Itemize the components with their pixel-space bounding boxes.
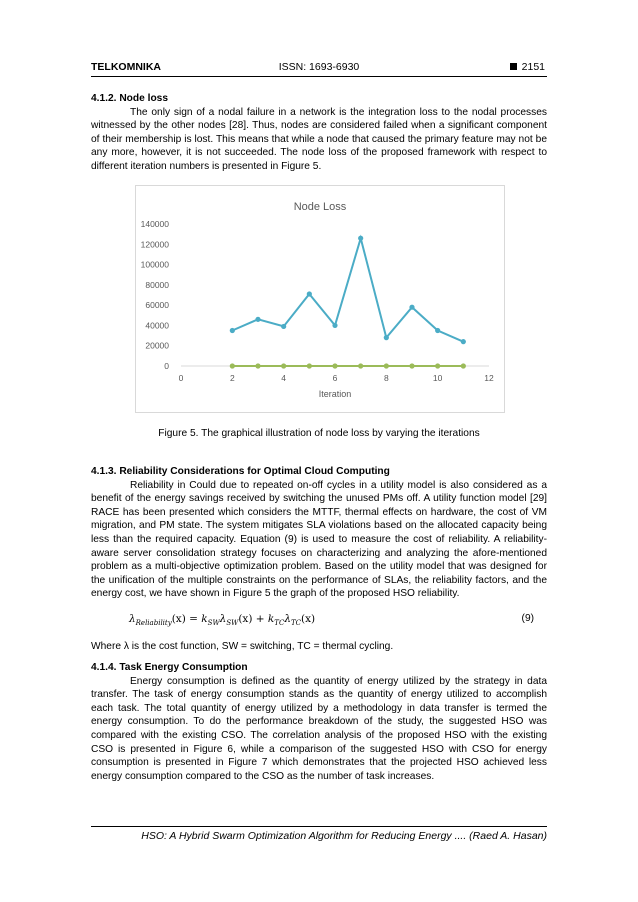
section-paragraph: Reliability in Could due to repeated on-off cycles in a utility model is also considered as a benefit of the energy savings received by switching the unused PMs off. A utility function model [29] RACE has been presented which considers the MTTF, thermal effects on hardware, the cost of VM migration, and PM state. The system mitigates SLA violations based on the allocated capacity being less than the required capacity. Equation (9) is used to measure the cost of reliability. A reliability-aware server consolidation strategy focuses on characterizing and analyzing the afore-mentioned problem as a multi-objective optimization problem. Based on the utility model that was designed for the unification of the multiple constraints on the performance of SLAs, the reliability factors, and the energy cost, we have shown in Figure 5 the graph of the proposed HSO reliability.	[91, 479, 547, 600]
data-point	[281, 363, 286, 368]
data-point	[409, 305, 414, 310]
page-number-group	[510, 61, 545, 73]
section-paragraph: Energy consumption is defined as the quantity of energy utilized by the strategy in data transfer. The task of energy consumption stands as the quantity of energy utilized to accomplish each task. The total quantity of energy utilized by a methodology in data transfer is termed the energy consumption. To do the performance breakdown of the study, the suggested HSO was compared with the existing CSO. The correlation analysis of the proposed HSO with the existing CSO is presented in Figure 6, while a comparison of the suggested HSO with CSO for energy consumption is presented in Figure 7 which demonstrates that the projected HSO achieved less energy consumption compared to the CSO as the number of task increases.	[91, 675, 547, 782]
x-tick-label: 12	[484, 373, 494, 383]
node-loss-chart	[135, 185, 505, 413]
figure-caption: Figure 5. The graphical illustration of node loss by varying the iterations	[158, 428, 480, 439]
data-point	[307, 363, 312, 368]
where-text: Where λ is the cost function, SW = switching, TC = thermal cycling.	[91, 641, 394, 652]
x-tick-label: 10	[432, 373, 443, 383]
data-point	[461, 339, 466, 344]
x-tick-label: 0	[178, 373, 184, 383]
data-point	[358, 363, 363, 368]
y-tick-label: 100000	[140, 259, 169, 270]
data-point	[461, 363, 466, 368]
x-tick-label: 8	[383, 373, 389, 383]
data-point	[307, 291, 312, 296]
y-tick-label: 60000	[145, 300, 169, 311]
x-tick-label: 6	[332, 373, 338, 383]
data-point	[435, 363, 440, 368]
x-axis-label: Iteration	[318, 389, 352, 399]
section-task-energy	[91, 661, 547, 783]
chart-canvas	[136, 186, 504, 412]
data-point	[358, 236, 363, 241]
y-tick-label: 120000	[140, 239, 169, 250]
y-tick-label: 40000	[145, 320, 169, 331]
series-line	[232, 238, 463, 342]
section-heading: 4.1.3. Reliability Considerations for Optimal Cloud Computing	[91, 466, 390, 477]
data-point	[230, 363, 235, 368]
section-reliability	[91, 465, 547, 601]
x-tick-label: 2	[229, 373, 235, 383]
data-point	[332, 363, 337, 368]
page-number: 2151	[521, 61, 545, 73]
section-paragraph: The only sign of a nodal failure in a network is the integration loss to the nodal processes witnessed by the other nodes [28]. Thus, nodes are considered failed when a significant component of their membership is lost. This means that while a node that caused the primary feature may not be any more, however, it is not succeeded. The node loss of the proposed framework with respect to different iteration numbers is presented in Figure 5.	[91, 106, 547, 172]
data-point	[435, 328, 440, 333]
square-bullet-icon	[510, 63, 517, 70]
y-tick-label: 80000	[145, 279, 169, 290]
y-tick-label: 0	[164, 361, 169, 371]
page-header	[91, 58, 547, 77]
equation-9: $\lambda_{Reliability}(x) = k_{SW}\lambda_{SW}(x) + k_{TC}\lambda_{TC}(x)$	[129, 613, 316, 628]
journal-name: TELKOMNIKA	[91, 61, 161, 73]
data-point	[384, 335, 389, 340]
issn: ISSN: 1693-6930	[278, 61, 360, 73]
page-footer: HSO: A Hybrid Swarm Optimization Algorithm for Reducing Energy .... (Raed A. Hasan)	[141, 830, 547, 842]
section-heading: 4.1.2. Node loss	[91, 93, 169, 104]
x-tick-label: 4	[281, 373, 287, 383]
data-point	[384, 363, 389, 368]
data-point	[255, 363, 260, 368]
section-heading: 4.1.4. Task Energy Consumption	[91, 662, 248, 673]
y-tick-label: 20000	[145, 340, 169, 351]
data-point	[281, 324, 286, 329]
chart-title: Node Loss	[293, 201, 347, 213]
data-point	[255, 317, 260, 322]
footer-rule	[91, 826, 547, 827]
data-point	[332, 323, 337, 328]
data-point	[230, 328, 235, 333]
data-point	[409, 363, 414, 368]
equation-number: (9)	[521, 613, 534, 624]
y-tick-label: 140000	[140, 219, 169, 229]
section-node-loss	[91, 92, 547, 174]
